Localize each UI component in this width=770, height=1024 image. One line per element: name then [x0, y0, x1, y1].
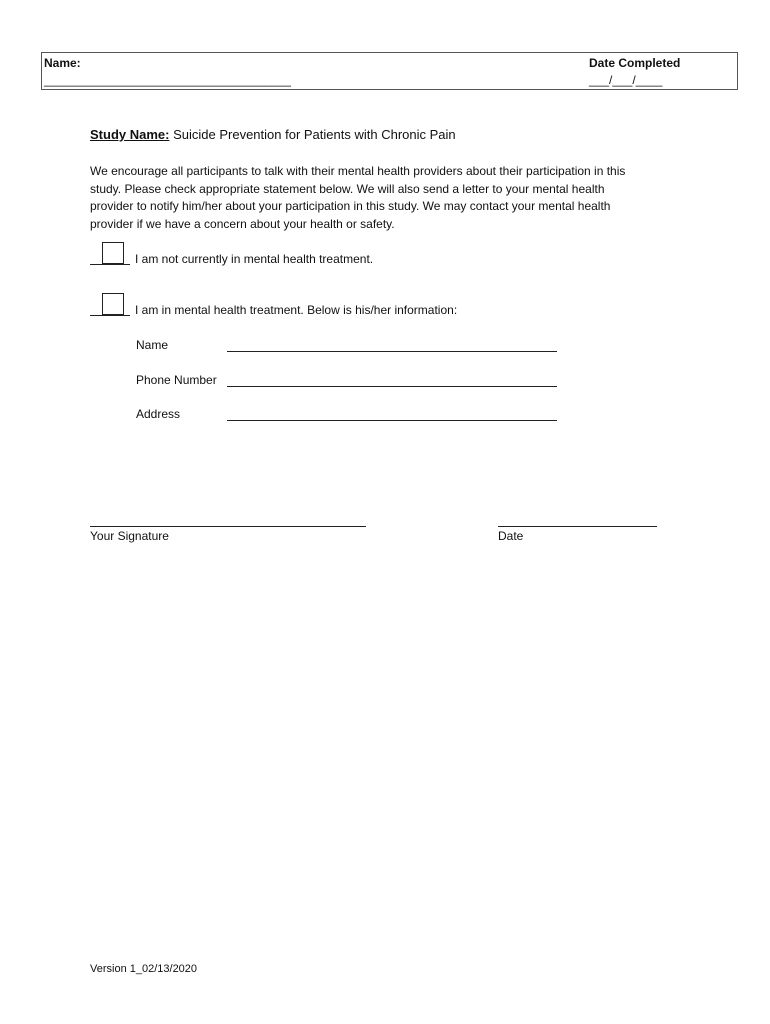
provider-address-label: Address	[136, 407, 181, 421]
intro-line: provider if we have a concern about your health or safety.	[90, 216, 395, 231]
provider-address-field[interactable]	[227, 420, 557, 421]
intro-line: study. Please check appropriate statement below. We will also send a letter to your mental health	[90, 181, 605, 196]
signature-date-label: Date	[498, 529, 524, 543]
name-label: Name:	[44, 56, 81, 70]
date-completed-label: Date Completed	[589, 56, 681, 70]
option-label: I am not currently in mental health treatment.	[135, 252, 374, 266]
signature-line[interactable]	[90, 526, 366, 527]
provider-phone-field[interactable]	[227, 386, 557, 387]
intro-line: We encourage all participants to talk with their mental health providers about their participation in this	[90, 164, 626, 178]
option-blank-line	[90, 264, 130, 265]
not-in-treatment-checkbox[interactable]	[102, 242, 124, 264]
study-name-title: Suicide Prevention for Patients with Chronic Pain	[173, 127, 456, 142]
study-name	[90, 127, 456, 143]
date-completed-field[interactable]: ___/___/____	[589, 73, 663, 87]
option-blank-line	[90, 315, 130, 316]
provider-name-field[interactable]	[227, 351, 557, 352]
provider-phone-label: Phone Number	[136, 373, 217, 387]
version-footer: Version 1_02/13/2020	[90, 963, 198, 975]
option-label: I am in mental health treatment. Below is his/her information:	[135, 303, 458, 317]
intro-paragraph	[90, 163, 690, 233]
provider-name-label: Name	[136, 338, 169, 352]
signature-date-line[interactable]	[498, 526, 657, 527]
study-name-label: Study Name:	[90, 127, 170, 142]
name-field[interactable]: _____________________________________	[44, 73, 291, 87]
intro-line: provider to notify him/her about your participation in this study. We may contact your mental health	[90, 199, 611, 213]
in-treatment-checkbox[interactable]	[102, 293, 124, 315]
signature-label: Your Signature	[90, 529, 169, 543]
